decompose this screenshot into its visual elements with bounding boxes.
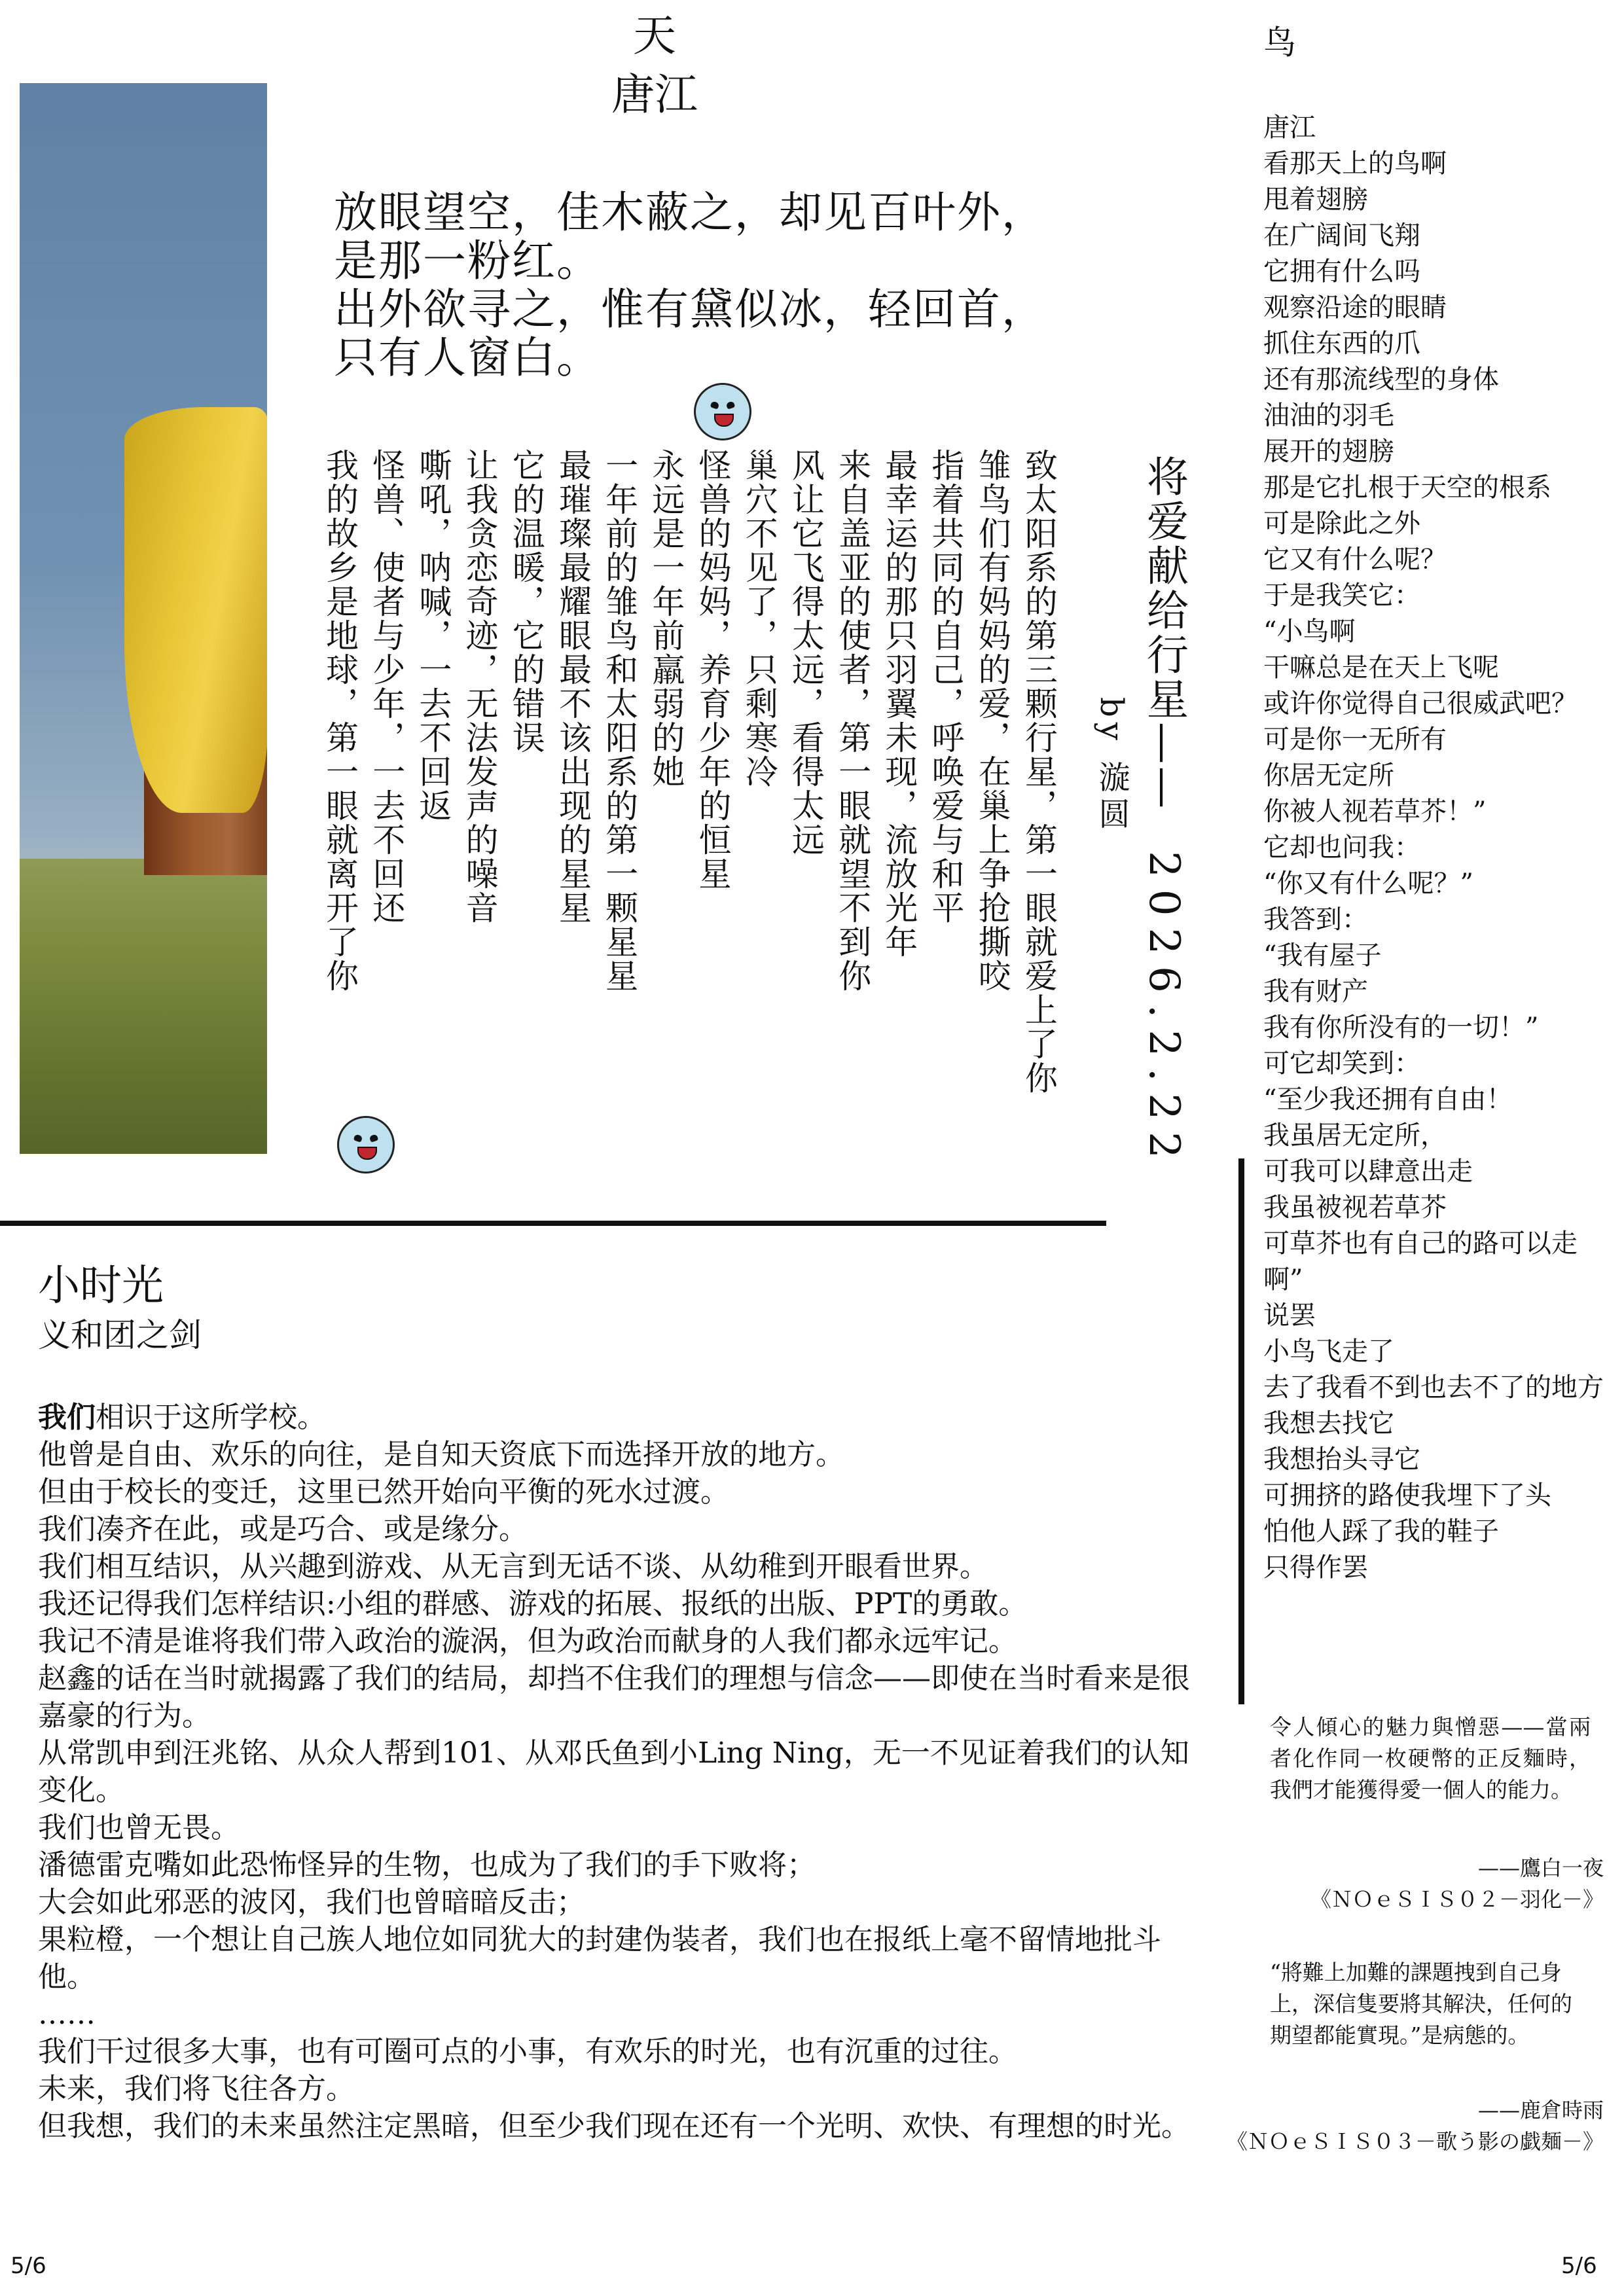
photo-cloth [124,407,267,813]
bird-line: 我想去找它 [1263,1408,1394,1439]
photo-grass [20,859,267,1154]
poem-line: 放眼望空，佳木蔽之，却见百叶外， [334,187,1046,238]
vertical-line: 让我贪恋奇迹，无法发声的噪音 [460,448,499,925]
essay-paragraph: …… [38,1998,96,2031]
bird-line: 我虽被视若草芥 [1263,1193,1447,1223]
bird-line: 小鸟飞走了 [1263,1336,1394,1367]
poem-line: 出外欲寻之，惟有黛似冰，轻回首， [334,284,1046,334]
essay-paragraph: 我记不清是谁将我们带入政治的漩涡，但为政治而献身的人我们都永远牢记。 [38,1624,1017,1658]
bird-line: 我答到： [1263,905,1368,935]
bird-line: 它却也问我： [1263,833,1420,863]
bird-line: 你被人视若草芥！” [1263,797,1487,827]
poem-line: 是那一粉红。 [334,236,601,286]
bird-poem-body [1263,110,1604,1586]
quote-text: “將難上加難的課題拽到自己身上，深信隻要將其解決，任何的期望都能實現。”是病態的。 [1270,1960,1572,2048]
vertical-line: 雏鸟们有妈妈的爱，在巢上争抢撕咬 [973,448,1011,993]
vertical-line: 一年前的雏鸟和太阳系的第一颗星星 [600,448,639,993]
vertical-line: 怪兽、使者与少年，一去不回还 [367,448,406,925]
vertical-byline: by 漩圆 [1093,697,1130,834]
bird-line: 我有你所没有的一切！” [1263,1013,1539,1043]
bird-line: 可拥挤的路使我埋下了头 [1263,1480,1551,1511]
bird-line: 油油的羽毛 [1263,401,1394,431]
quote-source: 《ＮＯｅＳＩＳ０２－羽化－》 [1310,1887,1604,1912]
vertical-line: 指着共同的自己，呼唤爱与和平 [926,448,965,925]
bird-line: 观察沿途的眼睛 [1263,293,1447,323]
vertical-line: 致太阳系的第三颗行星，第一眼就爱上了你 [1019,448,1058,1095]
photo-yellow-cloth [20,83,267,1154]
bird-line: 甩着翅膀 [1263,185,1368,215]
vertical-line: 巢穴不见了，只剩寒冷 [740,448,778,789]
bird-line: 抓住东西的爪 [1263,329,1420,359]
vertical-date: 2026.2.22 [1140,851,1188,1170]
essay-paragraph: 我们也曾无畏。 [38,1811,240,1844]
bird-line: 那是它扎根于天空的根系 [1263,473,1551,503]
page-number-right: 5/6 [1561,2253,1597,2279]
bird-line: 说罢 [1263,1300,1316,1331]
bird-line: “你又有什么呢？” [1263,869,1473,899]
vertical-line: 风让它飞得太远，看得太远 [786,448,825,857]
poem-title: 天 [633,10,676,61]
bird-line: 在广阔间飞翔 [1263,221,1420,251]
essay-paragraph: 潘德雷克嘴如此恐怖怪异的生物，也成为了我们的手下败将； [38,1848,816,1882]
bird-line: 或许你觉得自己很威武吧？ [1263,689,1578,719]
bird-line: “至少我还拥有自由！ [1263,1085,1513,1115]
essay-author: 义和团之剑 [38,1316,202,1354]
essay-body [38,1399,1190,2145]
bird-line: “我有屋子 [1263,941,1382,971]
essay-paragraph: 我还记得我们怎样结识:小组的群感、游戏的拓展、报纸的出版、PPT的勇敢。 [38,1587,1028,1621]
poem-body [334,188,1146,382]
vertical-line: 最幸运的那只羽翼未现，流放光年 [880,448,918,959]
bird-line: 我想抬头寻它 [1263,1444,1420,1475]
bird-line: 我虽居无定所， [1263,1121,1447,1151]
vertical-line: 永远是一年前羸弱的她 [647,448,685,789]
vertical-title: 将爱献给行星—— [1140,455,1188,811]
quote-source: 《ＮＯｅＳＩＳ０３－歌う影の戯麺－》 [1226,2129,1604,2154]
vertical-divider [1238,1158,1244,1704]
essay-paragraph: 我们相识于这所学校。 [38,1401,326,1434]
bird-line: 只得作罢 [1263,1552,1368,1583]
essay-paragraph: 他曾是自由、欢乐的向往，是自知天资底下而选择开放的地方。 [38,1438,844,1471]
essay-paragraph: 但我想，我们的未来虽然注定黑暗，但至少我们现在还有一个光明、欢快、有理想的时光。 [38,2109,1190,2143]
essay-paragraph: 但由于校长的变迁，这里已然开始向平衡的死水过渡。 [38,1475,729,1509]
essay-paragraph: 果粒橙，一个想让自己族人地位如同犹大的封建伪装者，我们也在报纸上毫不留情地批斗他。 [38,1923,1161,1994]
poem-line: 只有人窗白。 [334,332,601,383]
smiley-sticker-icon [694,383,751,440]
section-divider [0,1221,1106,1226]
essay-paragraph: 我们相互结识，从兴趣到游戏、从无言到无话不谈、从幼稚到开眼看世界。 [38,1550,988,1583]
vertical-line: 怪兽的妈妈，养育少年的恒星 [693,448,732,891]
bird-line: 它拥有什么吗 [1263,257,1420,287]
bird-line: 于是我笑它： [1263,581,1420,611]
essay-title: 小时光 [38,1262,164,1310]
poem-author: 唐江 [611,69,698,120]
vertical-line: 它的温暖，它的错误 [507,448,545,755]
bird-line: 可草芥也有自己的路可以走啊” [1263,1229,1578,1295]
quote-author: ——鹿倉時雨 [1477,2098,1604,2123]
bird-line: 你居无定所 [1263,761,1394,791]
bird-line: 怕他人踩了我的鞋子 [1263,1516,1499,1547]
quote-attribution [1218,1852,1604,1915]
essay-paragraph: 未来，我们将飞往各方。 [38,2072,355,2106]
quote-text: 令人傾心的魅力與憎惡——當兩者化作同一枚硬幣的正反麵時，我們才能獲得愛一個人的能力。 [1270,1714,1591,1803]
vertical-line: 来自盖亚的使者，第一眼就望不到你 [833,448,872,993]
bird-line: 可我可以肆意出走 [1263,1157,1473,1187]
bird-line: 可它却笑到： [1263,1049,1420,1079]
vertical-line: 最璀璨最耀眼最不该出现的星星 [553,448,592,925]
vertical-line: 我的故乡是地球，第一眼就离开了你 [321,448,359,993]
bird-line: 还有那流线型的身体 [1263,365,1499,395]
bird-line: 可是除此之外 [1263,509,1420,539]
bird-line: “小鸟啊 [1263,617,1356,647]
quote-author: ——鷹白一夜 [1477,1856,1604,1880]
page-number-left: 5/6 [10,2253,46,2279]
bird-line: 去了我看不到也去不了的地方 [1263,1372,1604,1403]
bird-line: 看那天上的鸟啊 [1263,149,1447,179]
vertical-line: 嘶吼，呐喊，一去不回返 [414,448,452,823]
bird-line: 干嘛总是在天上飞呢 [1263,653,1499,683]
vertical-poem [319,448,1059,1221]
essay-paragraph: 我们凑齐在此，或是巧合、或是缘分。 [38,1513,528,1546]
bird-line: 它又有什么呢？ [1263,545,1447,575]
essay-paragraph: 赵鑫的话在当时就揭露了我们的结局，却挡不住我们的理想与信念——即使在当时看来是很嘉豪的行为。 [38,1662,1190,1732]
essay-paragraph: 我们干过很多大事，也有可圈可点的小事，有欢乐的时光，也有沉重的过往。 [38,2035,1017,2068]
quote-attribution [1218,2094,1604,2157]
bird-poem-title: 鸟 [1263,24,1296,62]
essay-paragraph: 大会如此邪恶的波冈，我们也曾暗暗反击； [38,1886,585,1919]
bird-line: 展开的翅膀 [1263,437,1394,467]
bird-line: 我有财产 [1263,977,1368,1007]
bird-line: 可是你一无所有 [1263,725,1447,755]
bird-line: 唐江 [1263,113,1316,143]
essay-paragraph: 从常凯申到汪兆铭、从众人帮到101、从邓氏鱼到小Ling Ning，无一不见证着我们的认知变化。 [38,1736,1189,1807]
